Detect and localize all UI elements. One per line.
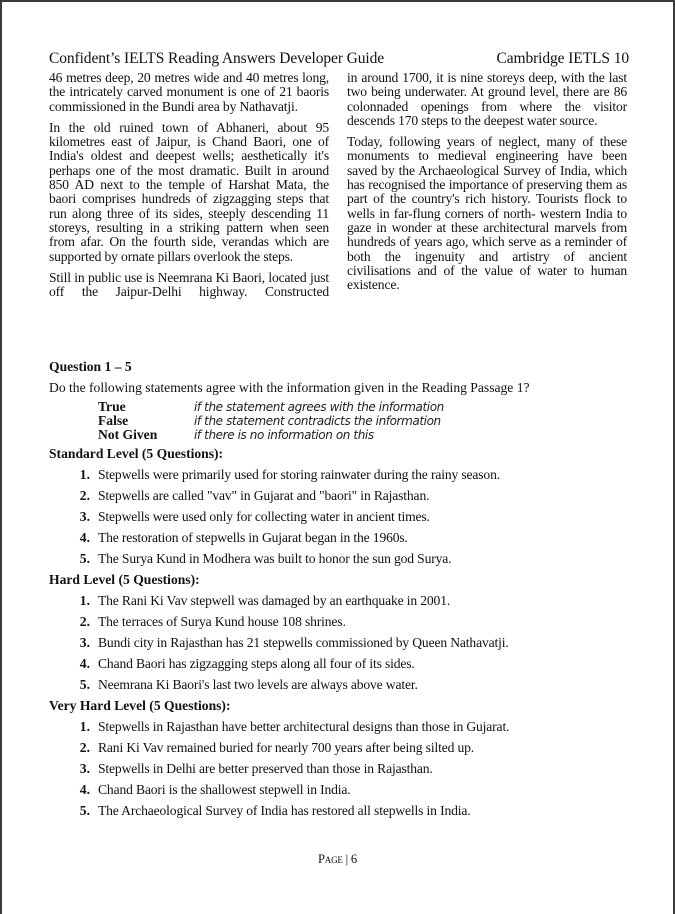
question-item [49, 800, 639, 821]
question-number: 3. [79, 761, 90, 776]
legend-value: if the statement contradicts the information [194, 414, 441, 428]
passage-left-column [49, 71, 329, 299]
legend-row-false [98, 414, 639, 428]
questions-title: Question 1 – 5 [49, 359, 132, 374]
question-text: Chand Baori has zigzagging steps along all four of its sides. [98, 656, 415, 671]
question-list-standard [49, 464, 639, 569]
passage-paragraph: Today, following years of neglect, many of these monuments to medieval engineering have been saved by the Archaeological Survey of India, which has recognised the importance of preserving them as part of the country's rich history. Tourists flock to wells in far-flung corners of north- western India to gaze in wonder at these architectural marvels from hundreds of years ago, which serve as a reminder of both the ingenuity and artistry of ancient civilisations and of the value of water to human existence. [347, 134, 627, 293]
page-separator: | [345, 852, 348, 866]
passage-right-column [347, 71, 627, 299]
question-item [49, 653, 639, 674]
question-item [49, 611, 639, 632]
question-text: Bundi city in Rajasthan has 21 stepwells commissioned by Queen Nathavatji. [98, 635, 509, 650]
question-text: Stepwells are called "vav" in Gujarat and "baori" in Rajasthan. [98, 488, 430, 503]
page-footer [2, 852, 673, 867]
question-text: Neemrana Ki Baori's last two levels are always above water. [98, 677, 418, 692]
question-number: 1. [79, 467, 90, 482]
answer-legend [98, 400, 639, 442]
question-number: 5. [79, 551, 90, 566]
level-title-standard: Standard Level (5 Questions): [49, 446, 224, 461]
question-number: 1. [79, 593, 90, 608]
question-text: The Rani Ki Vav stepwell was damaged by an earthquake in 2001. [98, 593, 451, 608]
question-number: 3. [79, 509, 90, 524]
question-item [49, 485, 639, 506]
question-number: 4. [79, 656, 90, 671]
legend-key: False [98, 413, 129, 428]
question-text: The Surya Kund in Modhera was built to honor the sun god Surya. [98, 551, 452, 566]
header-book-title: Cambridge IETLS 10 [496, 50, 629, 67]
level-title-hard: Hard Level (5 Questions): [49, 572, 200, 587]
legend-key: True [98, 399, 126, 414]
question-text: The Archaeological Survey of India has restored all stepwells in India. [98, 803, 471, 818]
question-item [49, 779, 639, 800]
legend-value: if the statement agrees with the information [194, 400, 444, 414]
questions-instruction: Do the following statements agree with the information given in the Reading Passage 1? [49, 380, 530, 395]
question-item [49, 527, 639, 548]
level-title-very-hard: Very Hard Level (5 Questions): [49, 698, 231, 713]
question-number: 2. [79, 740, 90, 755]
question-text: Stepwells in Delhi are better preserved than those in Rajasthan. [98, 761, 433, 776]
legend-value: if there is no information on this [194, 428, 374, 442]
question-number: 1. [79, 719, 90, 734]
question-number: 4. [79, 782, 90, 797]
passage-paragraph: in around 1700, it is nine storeys deep, with the last two being underwater. At ground level, there are 86 colonnaded openings from where the visitor descends 170 steps to the deepest water source. [347, 70, 627, 128]
question-number: 3. [79, 635, 90, 650]
legend-row-true [98, 400, 639, 414]
page-label: Page [318, 852, 343, 866]
question-list-hard [49, 590, 639, 695]
question-item [49, 716, 639, 737]
question-item [49, 737, 639, 758]
question-number: 5. [79, 803, 90, 818]
question-item [49, 548, 639, 569]
question-text: The restoration of stepwells in Gujarat began in the 1960s. [98, 530, 408, 545]
question-item [49, 632, 639, 653]
passage-paragraph: 46 metres deep, 20 metres wide and 40 metres long, the intricately carved monument is one of 21 baoris commissioned in the Bundi area by Nathavatji. [49, 70, 329, 114]
question-number: 4. [79, 530, 90, 545]
legend-row-not-given [98, 428, 639, 442]
question-text: Stepwells in Rajasthan have better architectural designs than those in Gujarat. [98, 719, 510, 734]
question-text: The terraces of Surya Kund house 108 shrines. [98, 614, 346, 629]
page-header [49, 49, 629, 69]
question-number: 5. [79, 677, 90, 692]
question-text: Chand Baori is the shallowest stepwell in India. [98, 782, 351, 797]
passage-paragraph: Still in public use is Neemrana Ki Baori, located just off the Jaipur-Delhi highway. Constructed [49, 269, 329, 300]
question-item [49, 674, 639, 695]
question-item [49, 590, 639, 611]
questions-section [49, 359, 639, 821]
question-item [49, 758, 639, 779]
question-item [49, 506, 639, 527]
question-list-very-hard [49, 716, 639, 821]
question-text: Stepwells were primarily used for storing rainwater during the rainy season. [98, 467, 500, 482]
question-number: 2. [79, 614, 90, 629]
question-number: 2. [79, 488, 90, 503]
passage-paragraph: In the old ruined town of Abhaneri, about 95 kilometres east of Jaipur, is Chand Baori, one of India's oldest and deepest wells; aesthetically it's perhaps one of the most dramatic. Built in around 850 AD next to the temple of Harshat Mata, the baori comprises hundreds of zigzagging steps that run along three of its sides, steeply descending 11 storeys, resulting in a striking pattern when seen from afar. On the fourth side, verandas which are supported by ornate pillars overlook the steps. [49, 119, 329, 264]
question-text: Rani Ki Vav remained buried for nearly 700 years after being silted up. [98, 740, 475, 755]
page-number: 6 [350, 852, 357, 866]
question-text: Stepwells were used only for collecting water in ancient times. [98, 509, 430, 524]
question-item [49, 464, 639, 485]
header-guide-title: Confident’s IELTS Reading Answers Developer Guide [49, 50, 385, 67]
legend-key: Not Given [98, 427, 158, 442]
